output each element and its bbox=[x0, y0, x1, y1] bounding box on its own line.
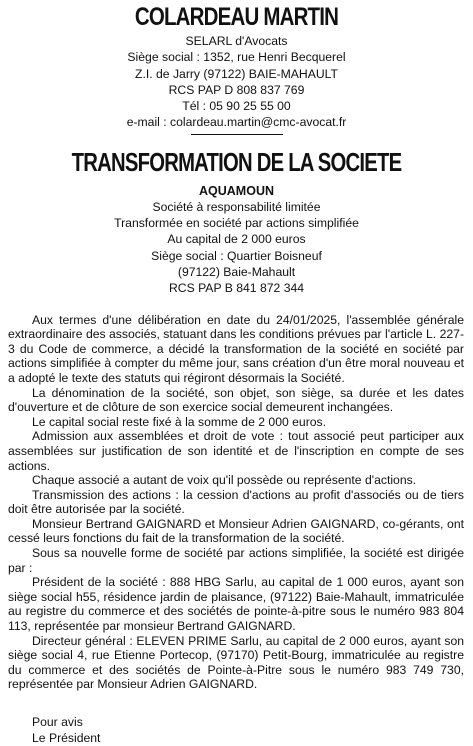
signature-pour-avis: Pour avis bbox=[32, 715, 83, 729]
notice-title: TRANSFORMATION DE LA SOCIETE bbox=[71, 146, 402, 177]
firm-header bbox=[0, 2, 473, 135]
paragraph: Transmission des actions : la cession d'actions au profit d'associés ou de tiers doit être autorisée par la société. bbox=[8, 487, 464, 517]
company-line: (97122) Baie-Mahault bbox=[177, 264, 296, 279]
paragraph: Aux termes d'une délibération en date du 24/01/2025, l'assemblée générale extraordinaire des associés, statuant dans les conditions prévues par l'article L. 227-3 du Code de commerce, a décidé la transformation de la société en société par actions simplifiée à compter du même jour, sans création d'un être moral nouveau et a adopté le texte des statuts qui régiront désormais la Société. bbox=[8, 312, 464, 385]
firm-line: RCS PAP D 808 837 769 bbox=[168, 82, 305, 97]
company-line: Société à responsabilité limitée bbox=[152, 199, 321, 214]
company-block bbox=[0, 183, 473, 297]
firm-line: SELARL d'Avocats bbox=[185, 34, 288, 48]
paragraph: Chaque associé a autant de voix qu'il possède ou représente d'actions. bbox=[32, 473, 417, 488]
paragraph: Admission aux assemblées et droit de vote : tout associé peut participer aux assemblées sur justification de son identité et de l'inscription en compte de ses actions. bbox=[8, 429, 464, 473]
company-name: AQUAMOUN bbox=[199, 183, 274, 198]
paragraph: La dénomination de la société, son objet, son siège, sa durée et les dates d'ouverture et de clôture de son exercice social demeurent inchangées. bbox=[8, 385, 464, 415]
firm-line: Siège social : 1352, rue Henri Becquerel bbox=[127, 50, 346, 65]
firm-name: COLARDEAU MARTIN bbox=[134, 3, 339, 31]
notice-body bbox=[8, 313, 464, 692]
firm-line: Z.I. de Jarry (97122) BAIE-MAHAULT bbox=[135, 66, 338, 81]
header-divider bbox=[191, 134, 283, 135]
paragraph: Le capital social reste fixé à la somme de 2 000 euros. bbox=[32, 414, 327, 429]
firm-line: Tél : 05 90 25 55 00 bbox=[182, 99, 291, 114]
signature-role: Le Président bbox=[32, 731, 101, 745]
paragraph: Monsieur Bertrand GAIGNARD et Monsieur Adrien GAIGNARD, co-gérants, ont cessé leurs fonctions du fait de la transformation de la société. bbox=[8, 516, 464, 546]
company-line: RCS PAP B 841 872 344 bbox=[168, 281, 305, 296]
paragraph: Directeur général : ELEVEN PRIME Sarlu, au capital de 2 000 euros, ayant son siège social 4, rue Etienne Portecop, (97170) Petit-Bourg, immatriculée au registre du commerce et des sociétés de Pointe-à-Pitre sous le numéro 983 749 730, représentée par Monsieur Adrien GAIGNARD. bbox=[8, 633, 464, 692]
signature-block bbox=[32, 714, 473, 746]
company-details bbox=[0, 199, 473, 297]
firm-details bbox=[0, 33, 473, 131]
company-line: Transformée en société par actions simplifiée bbox=[114, 216, 359, 231]
paragraph: Sous sa nouvelle forme de société par actions simplifiée, la société est dirigée par : bbox=[8, 546, 464, 575]
firm-email: e-mail : colardeau.martin@cmc-avocat.fr bbox=[126, 115, 347, 130]
company-line: Siège social : Quartier Boisneuf bbox=[151, 248, 322, 263]
paragraph: Président de la société : 888 HBG Sarlu, au capital de 1 000 euros, ayant son siège social h55, résidence jardin de plaisance, (97122) Baie-Mahault, immatriculée au registre du commerce et des sociétés de pointe-à-pitre sous le numéro 983 804 113, représentée par monsieur Bertrand GAIGNARD. bbox=[8, 575, 464, 634]
legal-notice-page bbox=[0, 2, 473, 745]
company-line: Au capital de 2 000 euros bbox=[167, 232, 306, 247]
